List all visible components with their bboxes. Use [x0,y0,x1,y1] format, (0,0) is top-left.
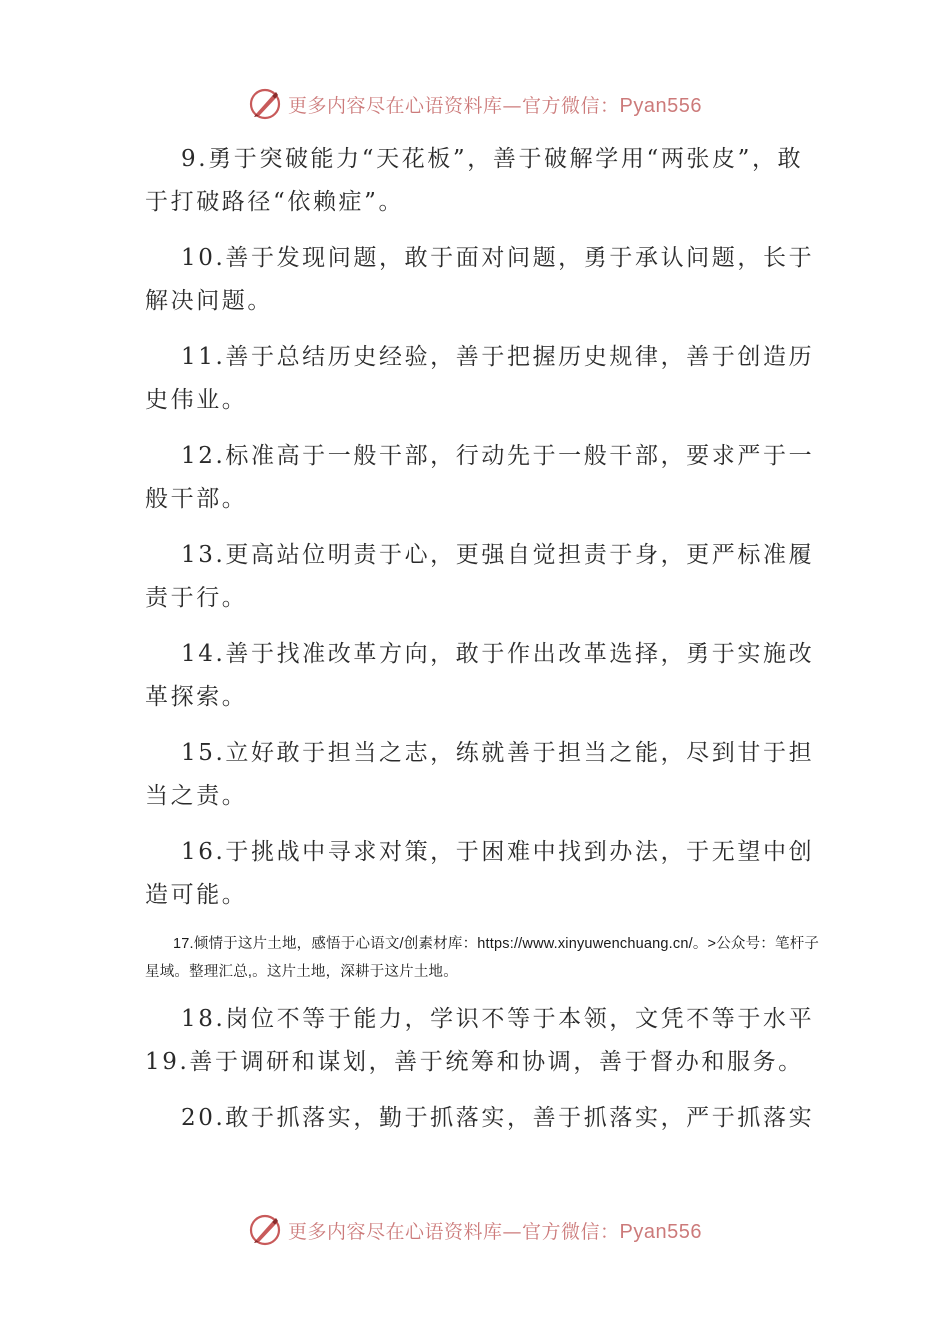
pen-logo-icon [248,1213,282,1247]
list-item: 15.立好敢于担当之志，练就善于担当之能，尽到甘于担当之责。 [145,740,815,809]
pen-logo-icon [248,87,282,121]
list-item-20: 20.敢于抓落实，勤于抓落实，善于抓落实，严于抓落实 [181,1105,815,1131]
list-item-19: 19.善于调研和谋划，善于统筹和协调，善于督办和服务。 [145,1049,804,1075]
list-item: 14.善于找准改革方向，敢于作出改革选择，勇于实施改革探索。 [145,641,815,710]
banner-text: 更多内容尽在心语资料库—官方微信：Pyan556 [288,94,702,117]
banner-text: 更多内容尽在心语资料库—官方微信：Pyan556 [288,1220,702,1243]
wechat-id: Pyan556 [619,1220,702,1243]
list-item-17: 17.倾情于这片土地，感悟于心语文/创素材库：https://www.xinyuwenchuang.cn/。>公众号：笔杆子星域。整理汇总,。这片土地，深耕于这片土地。 [145,936,820,980]
document-body [145,138,825,1153]
list-item: 10.善于发现问题，敢于面对问题，勇于承认问题，长于解决问题。 [145,245,815,314]
list-item: 9.勇于突破能力“天花板”，善于破解学用“两张皮”，敢于打破路径“依赖症”。 [145,146,804,215]
footer-banner [0,1206,950,1254]
header-banner [0,80,950,128]
list-item: 11.善于总结历史经验，善于把握历史规律，善于创造历史伟业。 [145,344,815,413]
list-item: 16.于挑战中寻求对策，于困难中找到办法，于无望中创造可能。 [145,839,815,908]
list-item-18: 18.岗位不等于能力，学识不等于本领，文凭不等于水平 [181,1006,815,1032]
list-item: 12.标准高于一般干部，行动先于一般干部，要求严于一般干部。 [145,443,815,512]
wechat-id: Pyan556 [619,94,702,117]
list-item: 13.更高站位明责于心，更强自觉担责于身，更严标准履责于行。 [145,542,815,611]
